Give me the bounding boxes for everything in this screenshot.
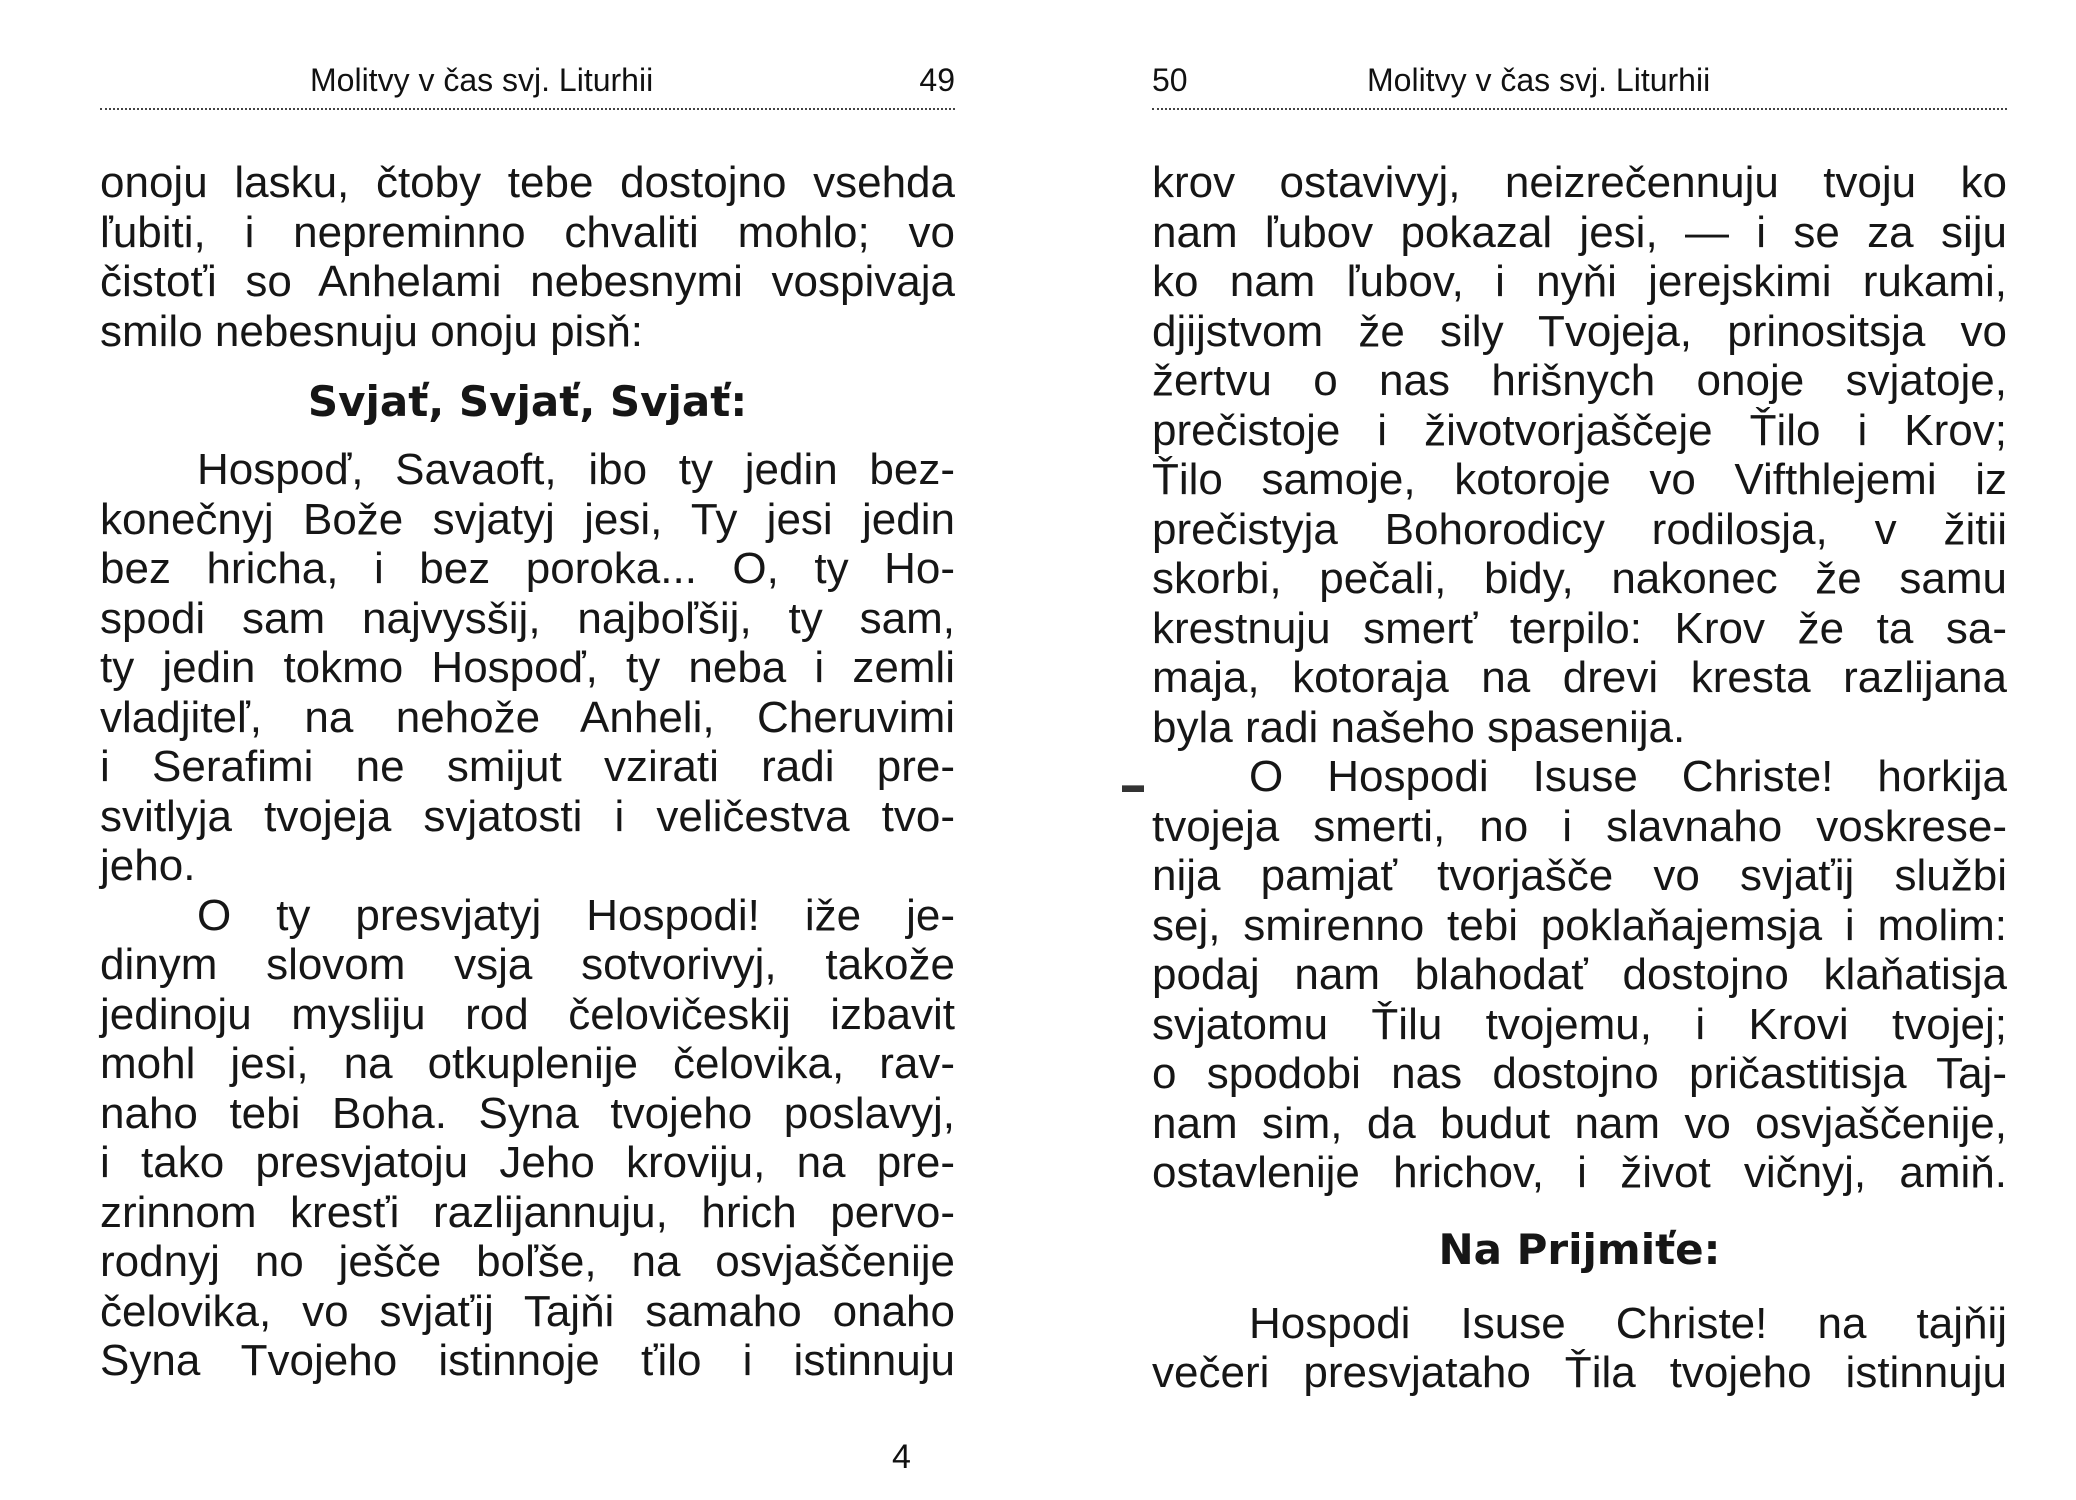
running-title: Molitvy v čas svj. Liturhii <box>1367 62 1711 98</box>
right-page <box>1152 0 2007 1500</box>
text-line: mohl jesi, na otkuplenije čelovika, rav- <box>100 1039 955 1088</box>
text-line: Hospodi Isuse Christe! na tajňij <box>1249 1298 2007 1348</box>
text-line: ostavlenije hrichov, i život vičnyj, amiň. <box>1152 1148 2007 1197</box>
text-line: konečnyj Bože svjatyj jesi, Ty jesi jedin <box>100 494 955 544</box>
text-line: zrinnom kresťi razlijannuju, hrich pervo- <box>100 1187 955 1237</box>
text-line: čistoťi so Anhelami nebesnymi vospivaja <box>100 257 955 306</box>
running-head-right <box>1152 58 2007 110</box>
text-line: onoju lasku, čtoby tebe dostojno vsehda <box>100 158 955 207</box>
text-line: O Hospodi Isuse Christe! horkija <box>1249 752 2007 801</box>
text-line: Syna Tvojeho istinnoje ťilo i istinnuju <box>100 1336 955 1385</box>
page-number: 49 <box>919 62 955 98</box>
text-line: vladjiteľ, na nehože Anheli, Cheruvimi <box>100 692 955 742</box>
text-line: naho tebi Boha. Syna tvojeho poslavyj, <box>100 1088 955 1138</box>
text-line: večeri presvjataho Ťila tvojeho istinnuju <box>1152 1348 2007 1397</box>
text-line: nam sim, da budut nam vo osvjaščenije, <box>1152 1098 2007 1148</box>
running-head-left <box>100 58 955 110</box>
left-page <box>100 0 955 1500</box>
text-line: svjatomu Ťilu tvojemu, i Krovi tvojej; <box>1152 999 2007 1049</box>
text-line: smilo nebesnuju onoju pisň: <box>100 306 644 356</box>
left-page-body <box>100 158 955 1386</box>
text-line: podaj nam blahodať dostojno klaňatisja <box>1152 950 2007 999</box>
text-line: jedinoju mysliju rod čelovičeskij izbavit <box>100 989 955 1039</box>
text-line: žertvu o nas hrišnych onoje svjatoje, <box>1152 356 2007 405</box>
text-line: o spodobi nas dostojno pričastitisja Taj- <box>1152 1049 2007 1098</box>
section-heading: Na Prijmiťe: <box>1438 1224 1721 1274</box>
text-line: ty jedin tokmo Hospoď, ty neba i zemli <box>100 643 955 692</box>
text-line: čelovika, vo svjaťij Tajňi samaho onaho <box>100 1286 955 1336</box>
text-line: byla radi našeho spasenija. <box>1152 702 1686 752</box>
signature-mark: 4 <box>892 1438 911 1476</box>
text-line: svitlyja tvojeja svjatosti i veličestva tvo- <box>100 791 955 841</box>
text-line: O ty presvjatyj Hospodi! iže je- <box>197 890 955 940</box>
text-line: i tako presvjatoju Jeho kroviju, na pre- <box>100 1138 955 1187</box>
text-line: skorbi, pečali, bidy, nakonec že samu <box>1152 554 2007 603</box>
text-line: krestnuju smerť terpilo: Krov že ta sa- <box>1152 603 2007 653</box>
running-title: Molitvy v čas svj. Liturhii <box>310 62 654 98</box>
text-line: nam ľubov pokazal jesi, — i se za siju <box>1152 207 2007 257</box>
text-line: Ťilo samoje, kotoroje vo Vifthlejemi iz <box>1152 455 2007 504</box>
text-line: ľubiti, i nepreminno chvaliti mohlo; vo <box>100 207 955 257</box>
text-line: djijstvom že sily Tvojeja, prinositsja vo <box>1152 306 2007 356</box>
section-heading: Svjať, Svjať, Svjať: <box>307 377 748 426</box>
text-line: sej, smirenno tebi poklaňajemsja i molim: <box>1152 900 2007 950</box>
text-line: ko nam ľubov, i nyňi jerejskimi rukami, <box>1152 257 2007 306</box>
text-line: bez hricha, i bez poroka... O, ty Ho- <box>100 544 955 593</box>
text-line: jeho. <box>100 841 196 890</box>
text-line: Hospoď, Savaoft, ibo ty jedin bez- <box>197 445 955 494</box>
right-page-body <box>1152 158 2007 1398</box>
text-line: krov ostavivyj, neizrečennuju tvoju ko <box>1152 158 2007 207</box>
text-line: spodi sam najvysšij, najboľšij, ty sam, <box>100 593 955 643</box>
text-line: prečistoje i životvorjaščeje Ťilo i Krov; <box>1152 405 2007 455</box>
text-line: nija pamjať tvorjašče vo svjaťij službi <box>1152 851 2007 900</box>
stray-mark: ▬ <box>1122 772 1144 797</box>
text-line: maja, kotoraja na drevi kresta razlijana <box>1152 653 2007 702</box>
page-number: 50 <box>1152 62 1188 98</box>
text-line: tvojeja smerti, no i slavnaho voskrese- <box>1152 801 2007 851</box>
text-line: prečistyja Bohorodicy rodilosja, v žitii <box>1152 504 2007 554</box>
text-line: dinym slovom vsja sotvorivyj, takože <box>100 940 955 989</box>
text-line: i Serafimi ne smijut vzirati radi pre- <box>100 742 955 791</box>
text-line: rodnyj no ješče boľše, na osvjaščenije <box>100 1237 955 1286</box>
